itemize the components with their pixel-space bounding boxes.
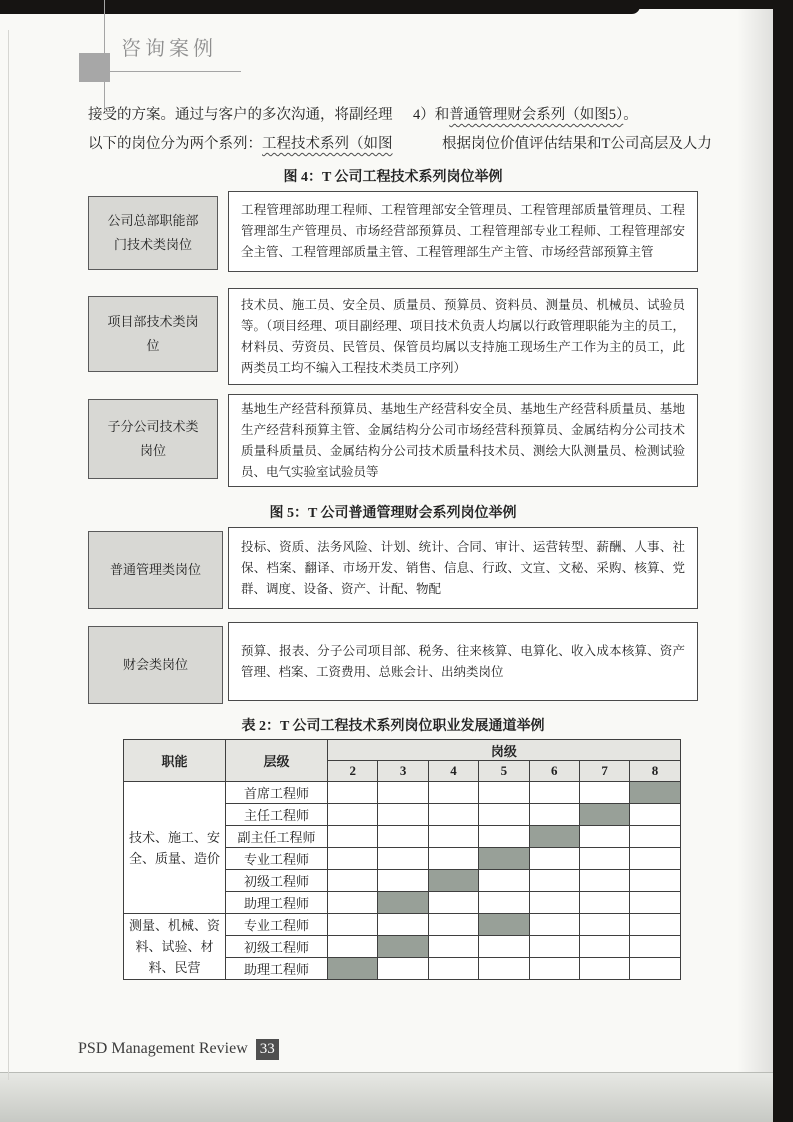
grade-cell [529, 848, 579, 870]
grade-number: 3 [378, 761, 428, 782]
grade-number: 5 [479, 761, 529, 782]
figure4-content-box [228, 191, 698, 272]
category-label: 公司总部职能部门技术类岗位 [107, 213, 199, 252]
career-path-table [123, 739, 681, 980]
level-cell: 助理工程师 [226, 958, 328, 980]
category-label: 财会类岗位 [122, 657, 188, 672]
grade-cell [378, 848, 428, 870]
grade-cell [428, 936, 478, 958]
grade-cell [579, 958, 629, 980]
grade-cell [378, 870, 428, 892]
grade-cell-filled [579, 804, 629, 826]
grade-cell [529, 892, 579, 914]
level-cell: 初级工程师 [226, 936, 328, 958]
grade-number: 8 [630, 761, 680, 782]
grade-cell [529, 958, 579, 980]
grade-cell-filled [428, 870, 478, 892]
grade-cell [579, 870, 629, 892]
grade-cell [378, 914, 428, 936]
grade-cell [378, 804, 428, 826]
section-title: 咨询案例 [121, 38, 217, 60]
grade-cell [328, 804, 378, 826]
grade-cell [630, 936, 680, 958]
level-cell: 初级工程师 [226, 870, 328, 892]
category-label: 子分公司技术类岗位 [107, 419, 199, 458]
scan-edge-bottom [0, 1072, 793, 1122]
underlined-term: 普通管理财会系列（如图5） [449, 107, 624, 123]
underlined-term: 工程技术系列（如图 [262, 136, 393, 152]
figure5-caption: 图 5：T 公司普通管理财会系列岗位举例 [269, 506, 517, 521]
grade-cell [328, 848, 378, 870]
grade-cell [378, 826, 428, 848]
grade-cell [630, 958, 680, 980]
grade-cell-filled [479, 914, 529, 936]
grade-cell [428, 848, 478, 870]
grade-cell [479, 826, 529, 848]
paragraph-line [88, 130, 410, 159]
grade-cell-filled [529, 826, 579, 848]
scan-edge-top-thick [0, 0, 640, 14]
level-cell: 首席工程师 [226, 782, 328, 804]
grade-cell [428, 892, 478, 914]
scan-edge-left [8, 30, 9, 1080]
grade-cell [630, 826, 680, 848]
journal-name: PSD Management Review [78, 1040, 248, 1057]
table2-caption: 表 2：T 公司工程技术系列岗位职业发展通道举例 [241, 719, 545, 734]
grade-cell [479, 936, 529, 958]
grade-cell [428, 804, 478, 826]
grade-cell [630, 892, 680, 914]
figure4-content-box [228, 394, 698, 487]
function-cell: 测量、机械、资料、试验、材料、民营 [124, 914, 226, 980]
level-cell: 副主任工程师 [226, 826, 328, 848]
grade-cell [529, 782, 579, 804]
table-row [124, 782, 681, 804]
figure4-content-box [228, 288, 698, 385]
level-cell: 专业工程师 [226, 848, 328, 870]
figure4-caption: 图 4：T 公司工程技术系列岗位举例 [283, 170, 503, 185]
grade-cell [579, 826, 629, 848]
header-square-icon [79, 53, 110, 82]
grade-cell [428, 826, 478, 848]
grade-cell [579, 782, 629, 804]
paragraph-line: 接受的方案。通过与客户的多次沟通，将副经理 [88, 107, 393, 123]
grade-cell-filled [378, 892, 428, 914]
grade-cell [479, 782, 529, 804]
position-list: 基地生产经营科预算员、基地生产经营科安全员、基地生产经营科质量员、基地生产经营科预算主管、金属结构分公司市场经营科预算员、金属结构分公司技术质量科质量员、金属结构分公司技术质量科技术员、测绘大队测量员、检测试验员、电气实验室试验员等 [241, 401, 685, 479]
page-number-badge: 33 [256, 1039, 279, 1060]
paragraph-text: 4）和 [413, 107, 450, 123]
grade-cell [328, 892, 378, 914]
paragraph-line: 根据岗位价值评估结果和T公司高层及人力 [442, 136, 712, 152]
grade-cell [630, 804, 680, 826]
position-list: 技术员、施工员、安全员、质量员、预算员、资料员、测量员、机械员、试验员等。（项目经理、项目副经理、项目技术负责人均属以行政管理职能为主的员工，材料员、劳资员、民管员、保管员均属以支持施工现场生产工作为主的员工，此两类员工均不编入工程技术类员工序列） [241, 297, 685, 375]
col-header-level: 层级 [226, 740, 328, 782]
scan-edge-right [773, 0, 793, 1122]
paragraph-text: 以下的岗位分为两个系列： [88, 136, 262, 152]
grade-cell [529, 870, 579, 892]
grade-number: 6 [529, 761, 579, 782]
grade-number: 2 [328, 761, 378, 782]
grade-cell [428, 958, 478, 980]
grade-cell [479, 892, 529, 914]
grade-cell [378, 958, 428, 980]
figure5-content-box [228, 527, 698, 609]
grade-cell [630, 848, 680, 870]
grade-number: 4 [428, 761, 478, 782]
figure5-label-box [88, 626, 223, 704]
grade-cell [328, 826, 378, 848]
grade-cell [328, 914, 378, 936]
grade-cell-filled [479, 848, 529, 870]
position-list: 预算、报表、分子公司项目部、税务、往来核算、电算化、收入成本核算、资产管理、档案、工资费用、总账会计、出纳类岗位 [241, 643, 685, 679]
position-list: 工程管理部助理工程师、工程管理部安全管理员、工程管理部质量管理员、工程管理部生产管理员、市场经营部预算员、工程管理部专业工程师、工程管理部安全主管、工程管理部质量主管、工程管理部生产主管、市场经营部预算主管 [241, 203, 685, 259]
grade-cell [529, 936, 579, 958]
grade-cell [328, 870, 378, 892]
col-header-grade: 岗级 [328, 740, 681, 761]
grade-cell [479, 958, 529, 980]
figure4-label-box [88, 296, 218, 372]
table-row [124, 914, 681, 936]
col-header-function: 职能 [124, 740, 226, 782]
grade-cell [630, 914, 680, 936]
intro-left-column [88, 101, 410, 159]
grade-number: 7 [579, 761, 629, 782]
figure5-label-box [88, 531, 223, 609]
grade-cell-filled [328, 958, 378, 980]
grade-cell-filled [630, 782, 680, 804]
grade-cell [328, 782, 378, 804]
grade-cell [579, 848, 629, 870]
grade-cell [579, 936, 629, 958]
grade-cell [579, 892, 629, 914]
paragraph-line [413, 101, 713, 130]
grade-cell [529, 914, 579, 936]
intro-right-column [413, 101, 713, 159]
level-cell: 主任工程师 [226, 804, 328, 826]
grade-cell-filled [378, 936, 428, 958]
figure5-content-box [228, 622, 698, 701]
function-cell: 技术、施工、安全、质量、造价 [124, 782, 226, 914]
grade-cell [479, 870, 529, 892]
scan-shadow-right [737, 0, 773, 1122]
level-cell: 助理工程师 [226, 892, 328, 914]
category-label: 普通管理类岗位 [109, 562, 201, 577]
level-cell: 专业工程师 [226, 914, 328, 936]
paragraph-text: 。 [623, 107, 638, 123]
grade-cell [428, 914, 478, 936]
page-footer [78, 1039, 279, 1060]
grade-cell [428, 782, 478, 804]
grade-cell [328, 936, 378, 958]
figure4-label-box [88, 399, 218, 479]
figure4-label-box [88, 196, 218, 270]
table-header-row [124, 740, 681, 761]
category-label: 项目部技术类岗位 [107, 314, 199, 353]
grade-cell [630, 870, 680, 892]
position-list: 投标、资质、法务风险、计划、统计、合同、审计、运营转型、薪酬、人事、社保、档案、翻译、市场开发、销售、信息、行政、文宣、文秘、采购、核算、党群、调度、设备、资产、计配、物配 [241, 539, 685, 596]
grade-cell [529, 804, 579, 826]
grade-cell [579, 914, 629, 936]
grade-cell [378, 782, 428, 804]
grade-cell [479, 804, 529, 826]
